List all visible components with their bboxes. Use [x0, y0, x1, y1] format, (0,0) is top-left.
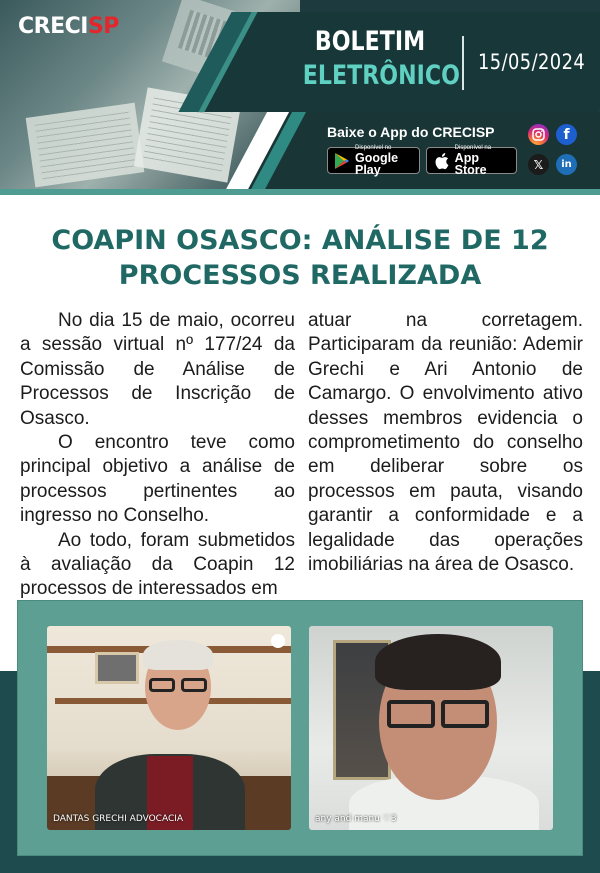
video-caption-left: DANTAS GRECHI ADVOCACIA	[53, 814, 184, 824]
newsletter-title: BOLETIM	[314, 26, 426, 57]
article-column-right	[308, 309, 583, 577]
article-paragraph: atuar na corretagem. Participaram da reunião: Ademir Grechi e Ari Antonio de Camargo. O envolvimento ativo desses membros evidencia o comprometimento do conselho em deliberar sobre os processos em pauta, visando garantir a conformidade e a legalidade das operações imobiliárias na área de Osasco.	[308, 310, 583, 576]
logo-main: CRECI	[18, 14, 88, 39]
app-store-small: Disponível na	[454, 144, 492, 151]
article-paragraph: O encontro teve como principal objetivo a análise de processos pertinentes ao ingresso no Conselho.	[20, 432, 295, 527]
linkedin-icon[interactable]: in	[556, 154, 577, 175]
app-store-label: App Store	[454, 150, 487, 177]
article-paragraph: No dia 15 de maio, ocorreu a sessão virtual nº 177/24 da Comissão de Análise de Processos de Inscrição de Osasco.	[20, 310, 295, 429]
newsletter-header	[0, 0, 600, 195]
apple-icon	[433, 152, 450, 170]
app-store-button[interactable]	[426, 144, 517, 177]
x-icon[interactable]: 𝕏	[528, 154, 549, 175]
article-column-left	[20, 309, 295, 602]
newsletter-subtitle: ELETRÔNICO	[302, 60, 460, 91]
video-caption-right: any and manu ♡3	[315, 814, 397, 824]
article-title: COAPIN OSASCO: ANÁLISE DE 12 PROCESSOS REALIZADA	[51, 225, 549, 291]
instagram-icon[interactable]	[528, 124, 549, 145]
issue-date: 15/05/2024	[478, 50, 586, 74]
google-play-icon	[334, 152, 350, 170]
video-participant-right	[309, 626, 553, 830]
facebook-icon[interactable]: f	[556, 124, 577, 145]
logo-accent: SP	[87, 14, 119, 39]
google-play-small: Disponível no	[355, 144, 392, 151]
google-play-label: Google Play	[355, 150, 399, 177]
video-participant-left	[47, 626, 291, 830]
wall-picture	[95, 652, 139, 684]
article-paragraph: Ao todo, foram submetidos à avaliação da Coapin 12 processos de interessados em	[20, 529, 295, 600]
google-play-button[interactable]	[327, 144, 420, 177]
app-download-label: Baixe o App do CRECISP	[327, 124, 495, 140]
header-divider	[462, 36, 464, 90]
crecisp-logo[interactable]	[18, 14, 119, 39]
